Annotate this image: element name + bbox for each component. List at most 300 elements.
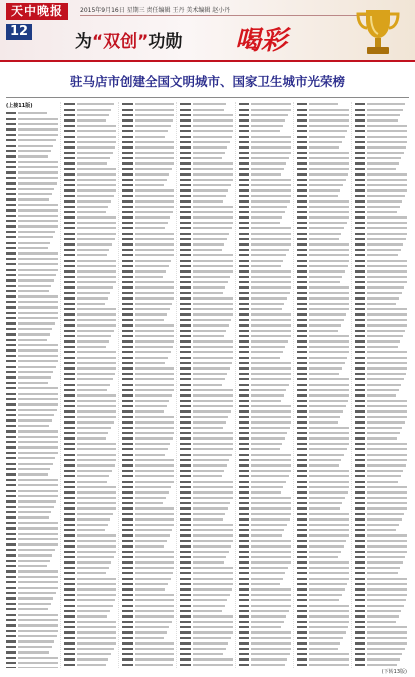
roll-entry [122, 377, 174, 382]
entry-unit [251, 545, 291, 547]
roll-entry [180, 571, 232, 576]
entry-unit [367, 658, 399, 660]
group-heading: (上接11版) [6, 103, 33, 109]
roll-entry [297, 183, 349, 188]
entry-unit [309, 249, 349, 251]
entry-unit [251, 384, 289, 386]
entry-unit [251, 594, 291, 596]
entry-unit [193, 276, 231, 278]
roll-entry [239, 345, 291, 350]
entry-name [239, 486, 249, 488]
roll-entry [355, 221, 407, 226]
entry-name [64, 405, 74, 407]
entry-name [180, 443, 190, 445]
entry-name [64, 588, 74, 590]
entry-name [122, 459, 132, 461]
entry-name [64, 470, 74, 472]
entry-unit [77, 130, 117, 132]
roll-entry [122, 587, 174, 592]
roll-entry [239, 398, 291, 403]
entry-name [180, 427, 190, 429]
roll-entry [355, 587, 407, 592]
roll-entry [355, 140, 407, 145]
entry-unit [367, 443, 407, 445]
roll-entry [64, 226, 116, 231]
entry-name [64, 179, 74, 181]
roll-entry [64, 393, 116, 398]
entry-unit [18, 403, 58, 405]
entry-name [6, 667, 16, 668]
roll-entry [239, 431, 291, 436]
entry-name [64, 378, 74, 380]
roll-entry [180, 404, 232, 409]
entry-name [297, 313, 307, 315]
entry-name [297, 270, 307, 272]
roll-entry [355, 522, 407, 527]
roll-entry [355, 614, 407, 619]
entry-name [355, 319, 365, 321]
entry-unit [309, 136, 344, 138]
entry-name [297, 389, 307, 391]
entry-unit [251, 130, 280, 132]
roll-entry [180, 603, 232, 608]
roll-entry [6, 515, 58, 520]
roll-entry [6, 138, 58, 143]
entry-name [297, 470, 307, 472]
entry-name [239, 658, 249, 660]
roll-entry [64, 172, 116, 177]
entry-name [64, 216, 74, 218]
roll-entry [64, 372, 116, 377]
entry-name [122, 357, 132, 359]
entry-name [239, 162, 249, 164]
roll-entry [297, 151, 349, 156]
roll-entry [64, 388, 116, 393]
entry-name [297, 621, 307, 623]
entry-unit [367, 610, 401, 612]
entry-name [180, 103, 190, 105]
roll-entry [122, 124, 174, 129]
roll-entry [180, 107, 232, 112]
entry-unit [135, 556, 175, 558]
entry-unit [18, 576, 58, 578]
entry-name [180, 540, 190, 542]
roll-entry [64, 382, 116, 387]
roll-entry [239, 291, 291, 296]
entry-unit [193, 507, 228, 509]
entry-name [6, 263, 16, 265]
entry-unit [367, 642, 407, 644]
entry-unit [18, 430, 58, 432]
entry-name [122, 119, 132, 121]
entry-unit [135, 103, 175, 105]
entry-name [297, 367, 307, 369]
entry-unit [309, 416, 340, 418]
entry-unit [251, 265, 281, 267]
entry-name [180, 626, 190, 628]
entry-name [180, 173, 190, 175]
entry-unit [18, 581, 58, 583]
entry-name [239, 583, 249, 585]
entry-name [355, 103, 365, 105]
entry-unit [135, 114, 175, 116]
roll-entry [239, 194, 291, 199]
entry-unit [309, 664, 349, 666]
roll-entry [122, 609, 174, 614]
entry-name [297, 594, 307, 596]
entry-name [6, 495, 16, 497]
roll-entry [64, 652, 116, 657]
entry-name [297, 119, 307, 121]
roll-entry [239, 355, 291, 360]
roll-entry [180, 501, 232, 506]
entry-name [239, 507, 249, 509]
entry-name [355, 524, 365, 526]
roll-entry [297, 620, 349, 625]
entry-unit [193, 443, 233, 445]
headline-accent: “双创” [92, 32, 149, 52]
roll-entry [239, 593, 291, 598]
entry-unit [77, 362, 117, 364]
entry-name [297, 125, 307, 127]
entry-unit [18, 258, 58, 260]
entry-name [6, 560, 16, 562]
roll-entry [297, 145, 349, 150]
entry-unit [135, 130, 168, 132]
roll-entry [6, 327, 58, 332]
roll-entry [122, 264, 174, 269]
roll-entry [6, 348, 58, 353]
entry-name [122, 475, 132, 477]
roll-entry [355, 366, 407, 371]
roll-entry [64, 204, 116, 209]
entry-name [64, 249, 74, 251]
entry-unit [18, 236, 52, 238]
roll-entry [355, 598, 407, 603]
entry-unit [18, 651, 49, 653]
entry-unit [193, 384, 222, 386]
entry-unit [18, 285, 51, 287]
roll-entry [297, 614, 349, 619]
roll-entry [297, 350, 349, 355]
entry-unit [251, 286, 291, 288]
entry-name [6, 366, 16, 368]
entry-name [6, 522, 16, 524]
entry-unit [135, 481, 174, 483]
entry-unit [77, 211, 106, 213]
entry-unit [367, 346, 397, 348]
entry-unit [77, 141, 117, 143]
roll-entry [180, 377, 232, 382]
entry-unit [77, 400, 117, 402]
roll-entry [6, 591, 58, 596]
entry-unit [77, 367, 117, 369]
roll-entry [180, 301, 232, 306]
entry-name [64, 545, 74, 547]
roll-entry [64, 210, 116, 215]
entry-unit [193, 518, 223, 520]
entry-name [355, 507, 365, 509]
entry-name [297, 475, 307, 477]
roll-entry [180, 657, 232, 662]
entry-unit [309, 152, 349, 154]
roll-entry [180, 425, 232, 430]
entry-unit [18, 527, 58, 529]
entry-name [239, 125, 249, 127]
roll-entry [239, 582, 291, 587]
entry-unit [77, 518, 111, 520]
roll-entry [239, 253, 291, 258]
roll-entry [122, 409, 174, 414]
entry-unit [193, 292, 223, 294]
entry-name [6, 220, 16, 222]
roll-entry [180, 161, 232, 166]
entry-name [297, 324, 307, 326]
entry-unit [309, 340, 349, 342]
entry-name [6, 646, 16, 648]
entry-unit [309, 367, 342, 369]
entry-unit [251, 157, 289, 159]
entry-name [355, 384, 365, 386]
entry-name [64, 351, 74, 353]
entry-unit [193, 146, 227, 148]
entry-unit [135, 308, 170, 310]
entry-unit [135, 168, 172, 170]
entry-name [355, 125, 365, 127]
entry-name [180, 281, 190, 283]
roll-entry [297, 382, 349, 387]
entry-unit [135, 367, 175, 369]
entry-unit [135, 588, 166, 590]
roll-entry [64, 345, 116, 350]
entry-unit [193, 313, 233, 315]
entry-name [355, 421, 365, 423]
entry-name [297, 179, 307, 181]
entry-name [6, 161, 16, 163]
roll-entry [122, 226, 174, 231]
roll-entry [239, 560, 291, 565]
roll-entry [180, 646, 232, 651]
entry-unit [309, 556, 338, 558]
roll-entry [64, 323, 116, 328]
roll-entry [355, 328, 407, 333]
roll-entry [180, 555, 232, 560]
roll-entry [64, 334, 116, 339]
entry-name [239, 524, 249, 526]
entry-unit [135, 642, 175, 644]
entry-unit [309, 200, 349, 202]
entry-name [6, 457, 16, 459]
entry-name [355, 561, 365, 563]
entry-name [297, 545, 307, 547]
entry-name [64, 518, 74, 520]
roll-entry [122, 566, 174, 571]
entry-unit [135, 227, 165, 229]
entry-unit [309, 481, 349, 483]
entry-name [64, 243, 74, 245]
entry-unit [309, 297, 349, 299]
entry-unit [135, 243, 175, 245]
entry-unit [135, 222, 168, 224]
entry-unit [367, 389, 398, 391]
entry-unit [18, 215, 58, 217]
roll-entry [6, 197, 58, 202]
entry-unit [251, 141, 291, 143]
entry-unit [135, 260, 171, 262]
entry-name [180, 146, 190, 148]
entry-name [297, 195, 307, 197]
entry-unit [193, 491, 233, 493]
entry-unit [309, 432, 349, 434]
entry-unit [135, 206, 175, 208]
entry-name [64, 556, 74, 558]
entry-name [6, 581, 16, 583]
entry-name [239, 146, 249, 148]
roll-entry [239, 231, 291, 236]
roll-entry [180, 582, 232, 587]
entry-name [6, 349, 16, 351]
entry-unit [77, 378, 113, 380]
roll-entry [6, 456, 58, 461]
roll-entry [64, 339, 116, 344]
roll-entry [6, 655, 58, 660]
entry-unit [193, 119, 233, 121]
entry-name [122, 136, 132, 138]
entry-name [355, 605, 365, 607]
entry-unit [193, 405, 233, 407]
roll-entry [297, 161, 349, 166]
entry-name [6, 182, 16, 184]
roll-entry [297, 593, 349, 598]
entry-name [239, 179, 249, 181]
roll-entry [355, 593, 407, 598]
roll-entry [355, 463, 407, 468]
roll-entry [64, 469, 116, 474]
entry-name [180, 410, 190, 412]
roll-entry [297, 463, 349, 468]
entry-unit [193, 389, 233, 391]
entry-unit [77, 572, 107, 574]
entry-name [239, 233, 249, 235]
entry-name [239, 567, 249, 569]
roll-entry [180, 215, 232, 220]
entry-unit [135, 658, 175, 660]
roll-entry [6, 440, 58, 445]
entry-unit [193, 481, 233, 483]
entry-name [6, 624, 16, 626]
roll-entry [355, 620, 407, 625]
roll-entry [239, 636, 291, 641]
entry-name [355, 238, 365, 240]
entry-unit [77, 373, 116, 375]
entry-unit [193, 152, 225, 154]
entry-name [6, 290, 16, 292]
roll-entry [297, 506, 349, 511]
headline [75, 27, 182, 53]
roll-entry [239, 657, 291, 662]
entry-name [180, 437, 190, 439]
entry-name [6, 236, 16, 238]
entry-unit [193, 642, 228, 644]
entry-name [64, 605, 74, 607]
entry-name [239, 572, 249, 574]
entry-name [122, 443, 132, 445]
roll-entry [64, 361, 116, 366]
entry-name [122, 292, 132, 294]
slogan: 喝彩 [235, 26, 288, 56]
entry-name [6, 473, 16, 475]
roll-entry [6, 300, 58, 305]
entry-name [6, 344, 16, 346]
entry-name [64, 410, 74, 412]
entry-unit [18, 220, 58, 222]
entry-unit [367, 378, 403, 380]
entry-name [64, 152, 74, 154]
entry-name [122, 599, 132, 601]
entry-unit [135, 211, 173, 213]
roll-entry [355, 582, 407, 587]
entry-name [355, 513, 365, 515]
roll-entry [239, 280, 291, 285]
entry-unit [18, 317, 57, 319]
entry-name [6, 597, 16, 599]
entry-unit [193, 631, 233, 633]
entry-name [239, 367, 249, 369]
roll-entry [6, 305, 58, 310]
entry-name [355, 373, 365, 375]
roll-entry [180, 479, 232, 484]
entry-name [122, 146, 132, 148]
entry-unit [18, 549, 54, 551]
entry-unit [251, 136, 291, 138]
entry-unit [193, 254, 233, 256]
entry-unit [18, 667, 58, 668]
entry-unit [251, 416, 291, 418]
entry-name [355, 119, 365, 121]
entry-unit [251, 394, 284, 396]
roll-entry [355, 425, 407, 430]
entry-unit [77, 626, 117, 628]
entry-name [6, 630, 16, 632]
roll-entry [64, 587, 116, 592]
entry-name [122, 481, 132, 483]
entry-unit [193, 243, 224, 245]
entry-name [64, 615, 74, 617]
entry-unit [135, 324, 175, 326]
roll-entry [6, 359, 58, 364]
entry-unit [77, 454, 117, 456]
entry-unit [193, 286, 225, 288]
entry-unit [135, 470, 175, 472]
entry-unit [135, 152, 175, 154]
entry-name [355, 540, 365, 542]
entry-name [297, 109, 307, 111]
entry-unit [77, 168, 117, 170]
entry-name [6, 188, 16, 190]
entry-name [6, 371, 16, 373]
entry-name [64, 313, 74, 315]
roll-entry [6, 267, 58, 272]
entry-unit [367, 324, 407, 326]
roll-entry [6, 321, 58, 326]
entry-unit [367, 211, 397, 213]
entry-name [64, 524, 74, 526]
entry-unit [193, 410, 231, 412]
entry-name [180, 179, 190, 181]
entry-unit [193, 486, 233, 488]
entry-name [6, 608, 16, 610]
roll-entry [6, 661, 58, 666]
